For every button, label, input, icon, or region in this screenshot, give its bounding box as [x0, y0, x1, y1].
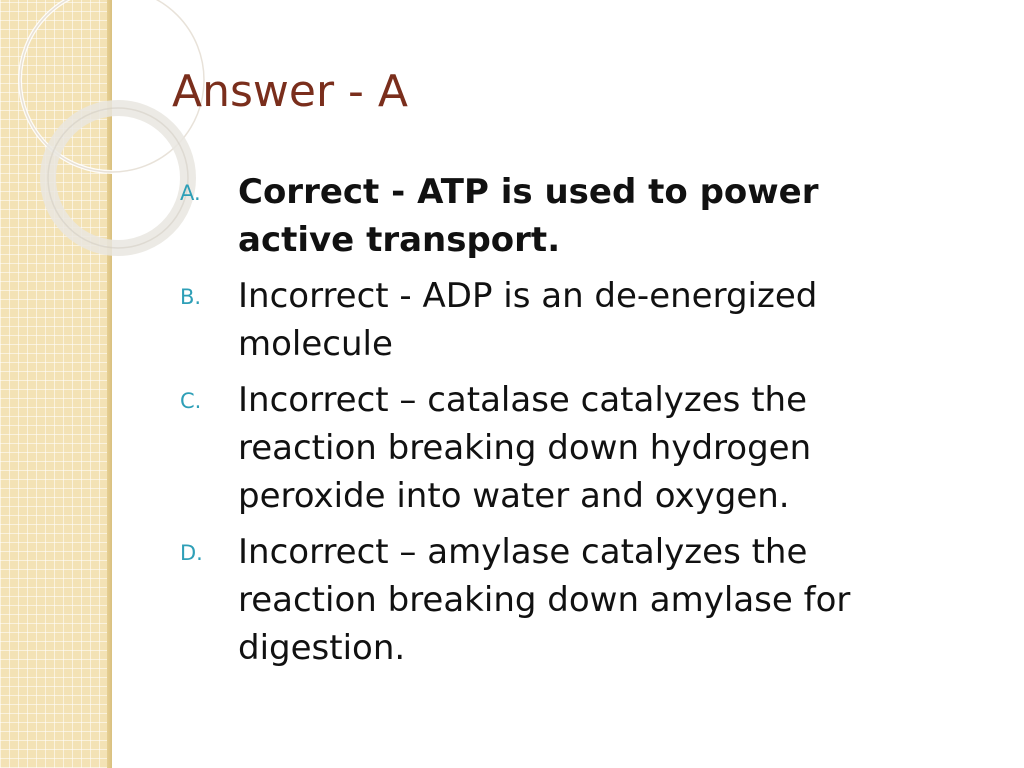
answer-item-c: [180, 376, 940, 520]
answer-marker: A.: [180, 181, 201, 205]
answer-marker: B.: [180, 285, 202, 309]
answer-item-a: [180, 168, 940, 264]
answer-item-b: [180, 272, 940, 368]
slide-title: Answer - A: [172, 66, 409, 117]
answer-marker: D.: [180, 541, 203, 565]
answer-list: [180, 168, 940, 680]
answer-text: Incorrect – amylase catalyzes the reaction breaking down amylase for digestion.: [238, 532, 851, 668]
decorative-ring-thick-outline: [48, 108, 188, 248]
answer-item-d: [180, 528, 940, 672]
answer-text: Incorrect - ADP is an de-energized molecule: [238, 276, 818, 364]
answer-text: Incorrect – catalase catalyzes the reaction breaking down hydrogen peroxide into water and oxygen.: [238, 380, 812, 516]
answer-marker: C.: [180, 389, 202, 413]
answer-text: Correct - ATP is used to power active transport.: [238, 172, 819, 260]
